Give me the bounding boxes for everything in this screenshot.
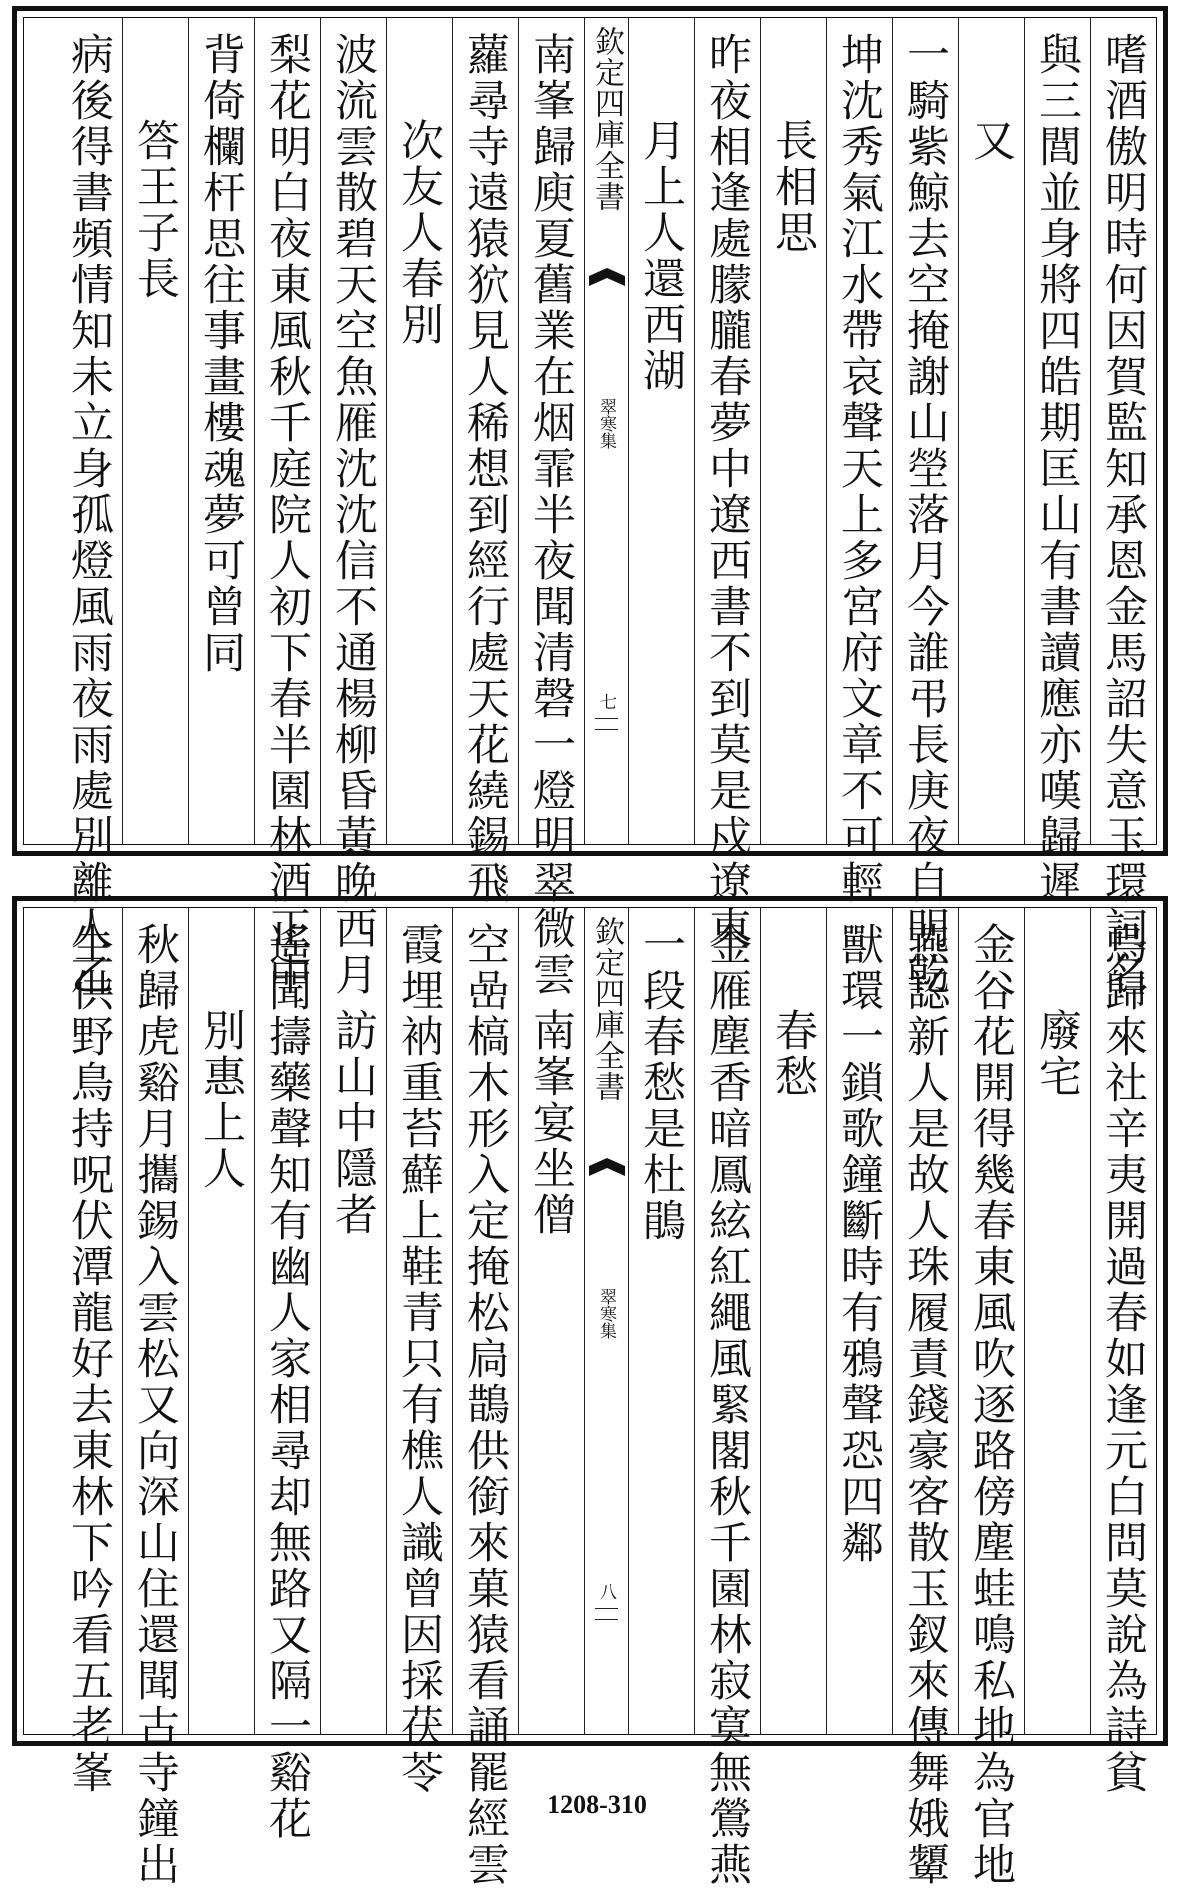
poem-line: 霞埋衲重苔蘚上鞋青只有樵人識曾因採茯苓 <box>394 922 444 1796</box>
text-column <box>320 908 386 1734</box>
poem-line: 秋歸虎谿月攜錫入雲松又向深山住還聞古寺鐘出 <box>130 922 180 1888</box>
text-column <box>1090 908 1156 1796</box>
poem-line: 燕認新人是故人珠履責錢豪客散玉釵來傳舞娥顰 <box>900 922 950 1888</box>
text-column <box>826 18 892 906</box>
poem-title: 春愁 <box>768 1008 818 1100</box>
poem-line: 背倚欄杆思往事畫樓魂夢可曾同 <box>196 32 246 676</box>
text-column <box>254 18 320 998</box>
text-column <box>826 908 892 1734</box>
poem-line: 蘿尋寺遠猿狖見人稀想到經行處天花繞錫飛 <box>460 32 510 906</box>
poem-title: 南峯宴坐僧 <box>526 1008 576 1238</box>
text-column <box>122 908 188 1888</box>
text-column <box>122 18 188 844</box>
text-column <box>386 908 452 1796</box>
text-column <box>892 908 958 1888</box>
fish-tail-mark-icon <box>589 1158 625 1194</box>
text-column <box>452 18 518 906</box>
text-column <box>628 908 694 1734</box>
series-title: 欽定四庫全書 <box>589 916 624 1102</box>
fish-tail-mark-icon <box>589 268 625 304</box>
text-column <box>760 18 826 844</box>
center-fold-margin <box>584 908 628 1734</box>
text-column <box>452 908 518 1888</box>
poem-line: 一段春愁是杜鵑 <box>636 922 686 1244</box>
text-column <box>958 908 1024 1888</box>
text-column <box>694 18 760 952</box>
book-title: 翠寒集 <box>596 1288 616 1339</box>
poem-title: 又 <box>966 118 1016 164</box>
poem-line: 梨花明白夜東風秋千庭院人初下春半園林酒正中 <box>262 32 312 998</box>
text-column <box>1090 18 1156 998</box>
text-column <box>958 18 1024 844</box>
poem-line: 病後得書頻情知未立身孤燈風雨夜雨處別離人乙 <box>64 32 114 998</box>
poem-title: 長相思 <box>768 118 818 256</box>
poem-line: 金谷花開得幾春東風吹逐路傍塵蛙鳴私地為官地 <box>966 922 1016 1888</box>
center-fold-margin <box>584 18 628 844</box>
text-column <box>56 908 122 1796</box>
poem-line: 金雁塵香暗鳳絃紅繩風緊閣秋千園林寂寞無鶯燕 <box>702 922 752 1888</box>
leaf-number: 八 <box>596 1583 616 1600</box>
series-title: 欽定四庫全書 <box>589 26 624 212</box>
text-column <box>892 18 958 998</box>
poem-line: 波流雲散碧天空魚雁沈沈信不通楊柳昏黃晚西月 <box>328 32 378 998</box>
poem-line: 生供野鳥持呪伏潭龍好去東林下吟看五老峯 <box>64 922 114 1796</box>
poem-line: 烏歸來社辛夷開過春如逢元白問莫說為詩貧 <box>1098 922 1148 1796</box>
poem-line: 獸環一鎖歌鐘斷時有鴉聲恐四鄰 <box>834 922 884 1566</box>
top-page <box>12 6 1168 998</box>
page-footer-number: 1208-310 <box>547 1790 647 1819</box>
text-column <box>518 18 584 998</box>
poem-line: 與三閭並身將四皓期匡山有書讀應亦嘆歸遲 <box>1032 32 1082 906</box>
poem-title: 廢宅 <box>1032 1008 1082 1100</box>
leaf-number: 七 <box>596 693 616 710</box>
text-column <box>628 18 694 844</box>
poem-line: 空嵒槁木形入定掩松扃鵲供銜來菓猿看誦罷經雲 <box>460 922 510 1888</box>
text-column <box>56 18 122 998</box>
book-title: 翠寒集 <box>596 398 616 449</box>
text-column <box>1024 18 1090 906</box>
text-column <box>386 18 452 844</box>
poem-title: 答王子長 <box>130 118 180 302</box>
poem-title: 次友人春別 <box>394 118 444 348</box>
poem-line: 一騎紫鯨去空掩謝山塋落月今誰弔長庚夜自明乾 <box>900 32 950 998</box>
poem-line: 嗜酒傲明時何因賀監知承恩金馬詔失意玉環詞名 <box>1098 32 1148 998</box>
text-column <box>518 908 584 1734</box>
text-column <box>188 908 254 1734</box>
text-column <box>188 18 254 844</box>
top-page-columns <box>23 17 1157 998</box>
poem-line: 南峯歸庾夏舊業在烟霏半夜聞清磬一燈明翠微雲 <box>526 32 576 998</box>
margin-rule <box>595 718 618 730</box>
poem-title: 月上人還西湖 <box>636 118 686 394</box>
text-column <box>320 18 386 998</box>
poem-title: 訪山中隱者 <box>328 1008 378 1238</box>
poem-title: 別惠上人 <box>196 1008 246 1192</box>
poem-line: 坤沈秀氣江水帶哀聲天上多宮府文章不可輕 <box>834 32 884 906</box>
text-column <box>254 908 320 1842</box>
poem-line: 遙聞擣藥聲知有幽人家相尋却無路又隔一谿花 <box>262 922 312 1842</box>
text-column <box>1024 908 1090 1734</box>
poem-line: 昨夜相逢處朦朧春夢中遼西書不到莫是戍遼東 <box>702 32 752 952</box>
text-column <box>760 908 826 1734</box>
margin-rule <box>595 1608 618 1620</box>
text-column <box>694 908 760 1888</box>
